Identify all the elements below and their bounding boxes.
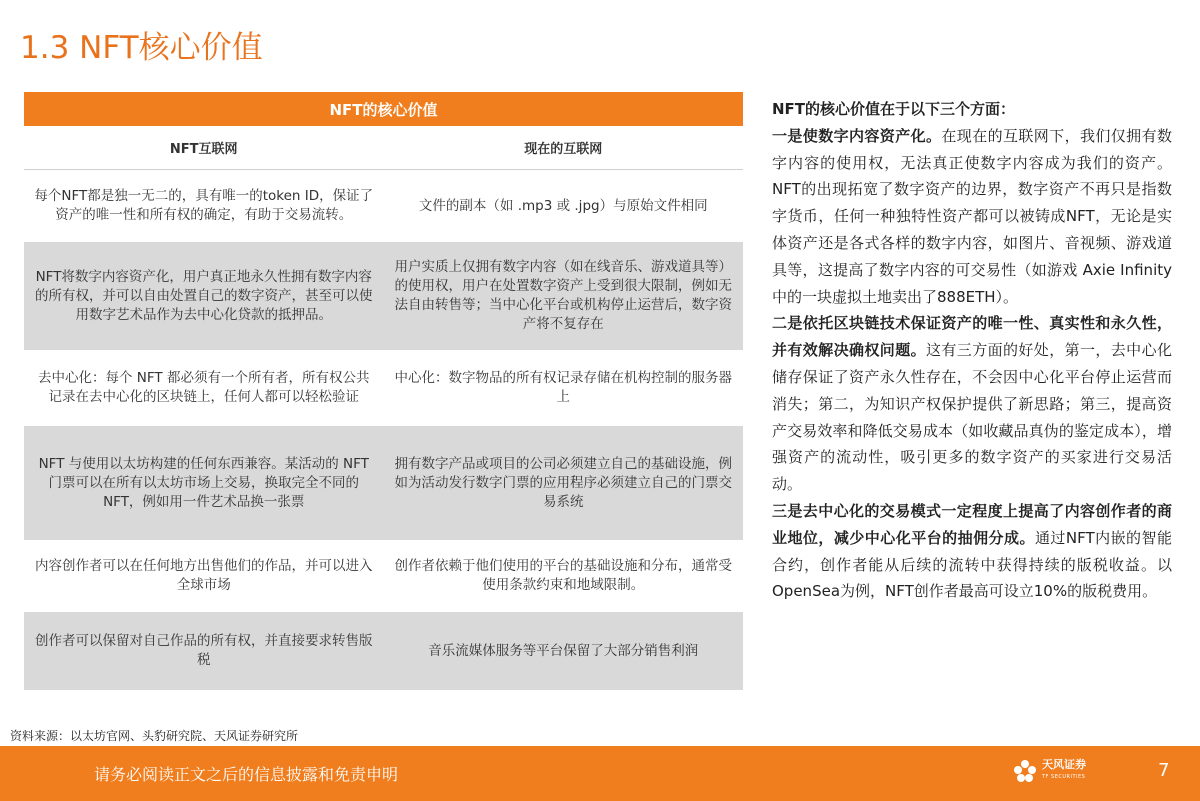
disclaimer-text: 请务必阅读正文之后的信息披露和免责申明 bbox=[94, 765, 399, 784]
cell-nft: 内容创作者可以在任何地方出售他们的作品，并可以进入全球市场 bbox=[35, 558, 373, 593]
cell-nft: 去中心化：每个 NFT 都必须有一个所有者，所有权公共记录在去中心化的区块链上，任何人都可以轻松验证 bbox=[38, 370, 370, 405]
point-two-heading: 二是依托区块链技术保证资产的唯一性、真实性和永久性，并有效解决确权问题。 bbox=[772, 314, 1172, 360]
logo-flower-icon bbox=[1012, 758, 1038, 784]
cell-nft: 创作者可以保留对自己作品的所有权，并直接要求转售版税 bbox=[35, 633, 373, 668]
cell-current: 音乐流媒体服务等平台保留了大部分销售利润 bbox=[428, 642, 699, 659]
cell-nft: NFT将数字内容资产化，用户真正地永久性拥有数字内容的所有权，并可以自由处置自己的数字资产，甚至可以使用数字艺术品作为去中心化贷款的抵押品。 bbox=[35, 268, 373, 323]
point-three-heading: 三是去中心化的交易模式一定程度上提高了内容创作者的商业地位，减少中心化平台的抽佣分成。 bbox=[772, 501, 1172, 547]
point-two-text: 这有三方面的好处，第一，去中心化储存保证了资产永久性存在，不会因中心化平台停止运营而消失；第二，为知识产权保护提供了新思路；第三，提高资产交易效率和降低交易成本（如收藏品真伪的鉴定成本），增强资产的流动性，吸引更多的数字资产的买家进行交易活动。 bbox=[772, 341, 1172, 494]
table-row bbox=[24, 540, 743, 612]
table-row bbox=[24, 170, 743, 242]
point-three-text: 通过NFT内嵌的智能合约，创作者能从后续的流转中获得持续的版税收益。以OpenSea为例，NFT创作者最高可设立10%的版税费用。 bbox=[772, 528, 1172, 601]
cell-current: 拥有数字产品或项目的公司必须建立自己的基础设施，例如为活动发行数字门票的应用程序必须建立自己的门票交易系统 bbox=[394, 455, 732, 510]
cell-current: 创作者依赖于他们使用的平台的基础设施和分布，通常受使用条款约束和地域限制。 bbox=[394, 558, 732, 593]
point-one-text: 在现在的互联网下，我们仅拥有数字内容的使用权，无法真正使数字内容成为我们的资产。NFT的出现拓宽了数字资产的边界，数字资产不再只是指数字货币，任何一种独特性资产都可以被铸成NFT，无论是实体资产还是各式各样的数字内容，如图片、音视频、游戏道具等，这提高了数字内容的可交易性（如游戏 Axie Infinity 中的一块虚拟土地卖出了888ETH）。 bbox=[772, 126, 1172, 306]
cell-nft: 每个NFT都是独一无二的，具有唯一的token ID，保证了资产的唯一性和所有权的确定，有助于交易流转。 bbox=[34, 188, 374, 223]
cell-nft: NFT 与使用以太坊构建的任何东西兼容。某活动的 NFT 门票可以在所有以太坊市场上交易，换取完全不同的 NFT，例如用一件艺术品换一张票 bbox=[38, 455, 369, 510]
analysis-text bbox=[772, 96, 1172, 605]
table-row bbox=[24, 426, 743, 540]
nft-value-table bbox=[24, 92, 743, 690]
company-logo bbox=[1012, 758, 1086, 784]
table-row bbox=[24, 242, 743, 350]
column-header-current: 现在的互联网 bbox=[524, 142, 603, 157]
table-row bbox=[24, 350, 743, 426]
cell-current: 中心化：数字物品的所有权记录存储在机构控制的服务器上 bbox=[394, 370, 732, 405]
point-one-heading: 一是使数字内容资产化。 bbox=[772, 126, 942, 145]
page-title: 1.3 NFT核心价值 bbox=[20, 30, 263, 66]
intro-heading: NFT的核心价值在于以下三个方面： bbox=[772, 100, 1016, 118]
footer-bar bbox=[0, 746, 1200, 801]
cell-current: 用户实质上仅拥有数字内容（如在线音乐、游戏道具等）的使用权，用户在处置数字资产上受到很大限制，例如无法自由转售等；当中心化平台或机构停止运营后，数字资产将不复存在 bbox=[394, 259, 732, 332]
table-row bbox=[24, 612, 743, 690]
source-note: 资料来源：以太坊官网、头豹研究院、天风证券研究所 bbox=[10, 729, 299, 743]
cell-current: 文件的副本（如 .mp3 或 .jpg）与原始文件相同 bbox=[418, 197, 708, 214]
table-header: NFT的核心价值 bbox=[24, 92, 743, 126]
logo-name-cn: 天风证券 bbox=[1042, 758, 1086, 771]
page-number: 7 bbox=[1158, 760, 1170, 781]
column-header-nft: NFT互联网 bbox=[169, 142, 238, 157]
column-headers bbox=[24, 126, 743, 170]
logo-name-en: TF SECURITIES bbox=[1042, 774, 1086, 780]
